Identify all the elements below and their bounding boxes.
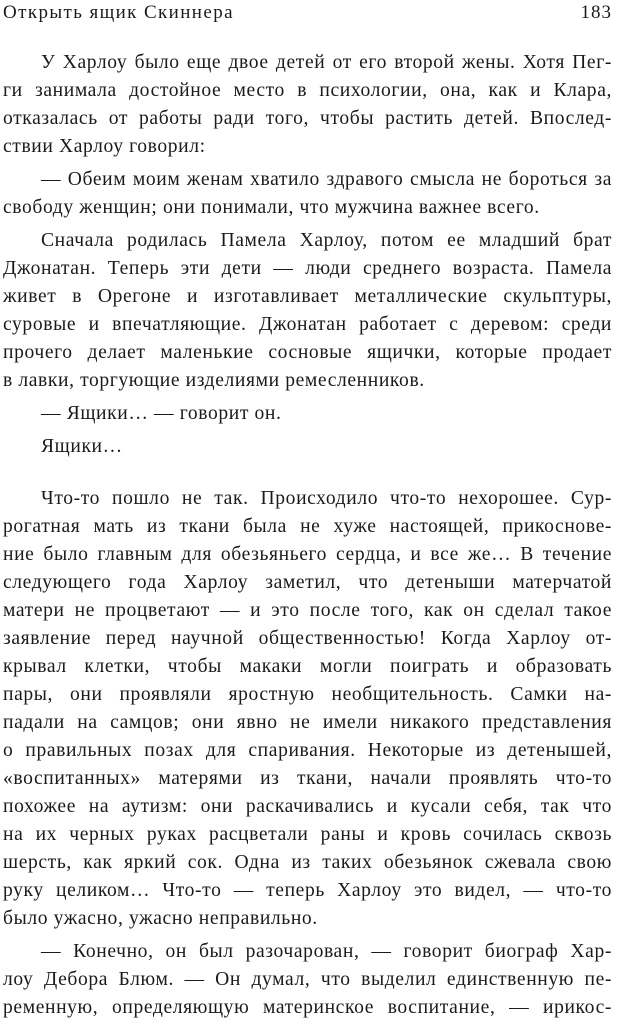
text-line: прочего делает маленькие сосновые ящички, которые продает xyxy=(3,342,612,363)
text-line: ги занимала достойное место в психологии, она, как и Клара, xyxy=(3,80,612,101)
text-line: ствии Харлоу говорил: xyxy=(3,136,206,157)
text-line: было ужасно, ужасно неправильно. xyxy=(3,908,318,929)
text-line: похожее на аутизм: они раскачивались и кусали себя, так что xyxy=(3,796,612,817)
text-line: лоу Дебора Блюм. — Он думал, что выделил единственную пе- xyxy=(3,969,612,990)
text-line: о правильных позах для спаривания. Некоторые из детенышей, xyxy=(3,740,612,761)
text-line: свободу женщин; они понимали, что мужчина важнее всего. xyxy=(3,197,540,218)
text-line: — Ящики… — говорит он. xyxy=(41,403,282,424)
text-line: живет в Орегоне и изготавливает металлические скульптуры, xyxy=(3,286,612,307)
text-line: заявление перед научной общественностью! Когда Харлоу от- xyxy=(3,628,612,649)
text-line: шерсть, как яркий сок. Одна из таких обезьянок сжевала свою xyxy=(3,852,612,873)
running-title: Открыть ящик Скиннера xyxy=(3,2,234,23)
page-header xyxy=(3,0,612,30)
text-line: крывал клетки, чтобы макаки могли поиграть и образовать xyxy=(3,656,612,677)
text-line: — Обеим моим женам хватило здравого смысла не бороться за xyxy=(41,169,612,190)
text-line: Ящики… xyxy=(41,436,123,457)
text-block-second xyxy=(3,485,612,1022)
text-line: матери не процветают — и это после того, как он сделал такое xyxy=(3,600,612,621)
text-line: следующего года Харлоу заметил, что детеныши матерчатой xyxy=(3,572,612,593)
text-line: отказалась от работы ради того, чтобы растить детей. Впослед- xyxy=(3,108,612,129)
text-line: суровые и впечатляющие. Джонатан работает с деревом: среди xyxy=(3,314,612,335)
text-line: У Харлоу было еще двое детей от его второй жены. Хотя Пег- xyxy=(41,52,612,73)
text-line: руку целиком… Что-то — теперь Харлоу это видел, — что-то xyxy=(3,880,612,901)
text-block-first xyxy=(3,49,612,461)
text-line: в лавки, торгующие изделиями ремесленников. xyxy=(3,370,425,391)
text-line: ние было главным для обезьяньего сердца, и все же… В течение xyxy=(3,544,612,565)
text-line: рогатная мать из ткани была не хуже настоящей, прикоснове- xyxy=(3,516,612,537)
text-line: пары, они проявляли яростную необщительность. Самки на- xyxy=(3,684,612,705)
text-line: Сначала родилась Памела Харлоу, потом ее младший брат xyxy=(41,230,612,251)
text-line: — Конечно, он был разочарован, — говорит биограф Хар- xyxy=(41,941,612,962)
text-line: на их черных руках расцветали раны и кровь сочилась сквозь xyxy=(3,824,612,845)
text-line: Что-то пошло не так. Происходило что-то нехорошее. Сур- xyxy=(41,488,612,509)
text-line: Джонатан. Теперь эти дети — люди среднего возраста. Памела xyxy=(3,258,612,279)
text-line: «воспитанных» матерями из ткани, начали проявлять что-то xyxy=(3,768,612,789)
text-line: ременную, определяющую материнское воспитание, — ирикос- xyxy=(3,997,612,1018)
page-number: 183 xyxy=(580,2,612,23)
text-line: падали на самцов; они явно не имели никакого представления xyxy=(3,712,612,733)
